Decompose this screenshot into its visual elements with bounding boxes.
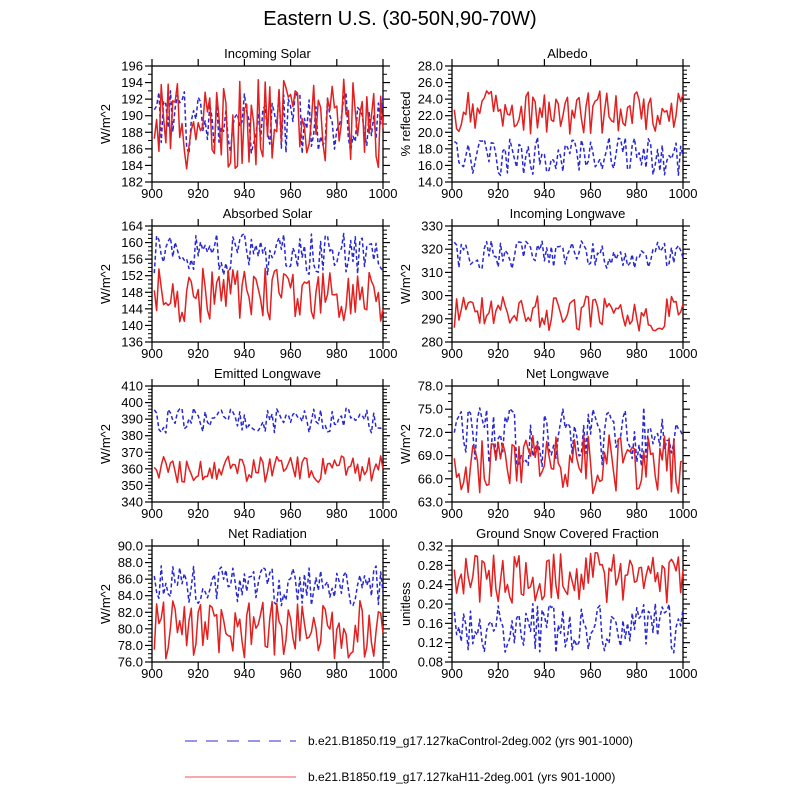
y-axis-label: W/m^2 — [98, 583, 113, 625]
y-tick-label: 196 — [121, 58, 143, 74]
x-tick-label: 980 — [325, 186, 348, 201]
y-tick-label: 75.0 — [417, 401, 443, 417]
x-tick-label: 920 — [487, 346, 510, 361]
y-tick-label: 76.0 — [117, 654, 143, 670]
x-tick-label: 920 — [487, 666, 510, 681]
legend-item — [183, 768, 633, 786]
y-tick-label: 0.12 — [417, 635, 443, 651]
x-tick-label: 960 — [579, 186, 602, 201]
y-tick-label: 156 — [121, 251, 143, 267]
x-tick-label: 1000 — [668, 186, 698, 201]
y-tick-label: 84.0 — [117, 588, 143, 604]
x-tick-label: 960 — [579, 506, 602, 521]
x-tick-label: 940 — [233, 666, 256, 681]
plot-frame — [452, 546, 683, 662]
y-tick-label: 28.0 — [417, 58, 443, 74]
y-axis-label: W/m^2 — [398, 263, 413, 305]
x-tick-label: 960 — [579, 666, 602, 681]
series-line-h11 — [154, 79, 383, 168]
y-tick-label: 136 — [121, 334, 143, 350]
y-tick-label: 0.24 — [417, 577, 443, 593]
series-line-h11 — [154, 456, 383, 483]
x-tick-label: 900 — [441, 186, 463, 201]
y-axis-label: W/m^2 — [398, 423, 413, 465]
y-tick-label: 192 — [121, 91, 143, 107]
series-line-control — [154, 408, 383, 433]
y-tick-label: 320 — [421, 241, 443, 257]
y-tick-label: 330 — [421, 218, 443, 234]
x-tick-label: 980 — [325, 346, 348, 361]
chart-albedo — [400, 36, 800, 206]
plot-frame — [152, 386, 383, 502]
x-tick-label: 1000 — [368, 666, 398, 681]
x-tick-label: 980 — [325, 506, 348, 521]
y-tick-label: 90.0 — [117, 538, 143, 554]
y-tick-label: 18.0 — [417, 141, 443, 157]
series-line-h11 — [154, 601, 383, 659]
subplot-title: Incoming Longwave — [509, 206, 626, 221]
y-tick-label: 280 — [421, 334, 443, 350]
y-tick-label: 190 — [121, 108, 143, 124]
subplot-title: Albedo — [547, 46, 588, 61]
y-tick-label: 400 — [121, 395, 143, 411]
plot-frame — [452, 66, 683, 182]
x-tick-label: 940 — [533, 346, 556, 361]
series-line-control — [154, 233, 383, 274]
y-tick-label: 82.0 — [117, 604, 143, 620]
y-tick-label: 24.0 — [417, 91, 443, 107]
series-line-h11 — [154, 268, 383, 322]
x-tick-label: 1000 — [668, 666, 698, 681]
y-tick-label: 22.0 — [417, 108, 443, 124]
x-tick-label: 940 — [233, 506, 256, 521]
y-tick-label: 0.28 — [417, 557, 443, 573]
chart-incoming-solar — [0, 36, 400, 206]
y-tick-label: 0.20 — [417, 596, 443, 612]
y-tick-label: 20.0 — [417, 124, 443, 140]
y-axis-label: W/m^2 — [98, 423, 113, 465]
y-tick-label: 144 — [121, 301, 143, 317]
y-tick-label: 69.0 — [417, 448, 443, 464]
x-tick-label: 920 — [487, 186, 510, 201]
y-tick-label: 184 — [121, 157, 143, 173]
x-tick-label: 980 — [625, 666, 648, 681]
y-tick-label: 340 — [121, 494, 143, 510]
x-tick-label: 1000 — [368, 186, 398, 201]
y-tick-label: 300 — [421, 288, 443, 304]
x-tick-label: 900 — [441, 666, 463, 681]
y-tick-label: 186 — [121, 141, 143, 157]
y-tick-label: 72.0 — [417, 424, 443, 440]
x-tick-label: 920 — [187, 506, 210, 521]
chart-net-radiation — [0, 516, 400, 686]
chart-incoming-longwave — [400, 196, 800, 366]
y-tick-label: 310 — [421, 264, 443, 280]
y-tick-label: 160 — [121, 235, 143, 251]
y-tick-label: 14.0 — [417, 174, 443, 190]
chart-net-longwave — [400, 356, 800, 526]
y-tick-label: 0.08 — [417, 654, 443, 670]
legend-item-label: b.e21.B1850.f19_g17.127kaControl-2deg.002 (yrs 901-1000) — [308, 734, 633, 748]
x-tick-label: 980 — [625, 186, 648, 201]
y-tick-label: 390 — [121, 411, 143, 427]
x-tick-label: 900 — [141, 186, 163, 201]
chart-emitted-longwave — [0, 356, 400, 526]
legend-item-label: b.e21.B1850.f19_g17.127kaH11-2deg.001 (yrs 901-1000) — [308, 770, 616, 784]
y-tick-label: 152 — [121, 268, 143, 284]
x-tick-label: 940 — [233, 346, 256, 361]
y-tick-label: 410 — [121, 378, 143, 394]
x-tick-label: 900 — [141, 506, 163, 521]
y-tick-label: 80.0 — [117, 621, 143, 637]
series-line-h11 — [454, 296, 683, 331]
y-axis-label: % reflected — [398, 91, 413, 157]
subplot-title: Ground Snow Covered Fraction — [476, 526, 659, 541]
y-tick-label: 26.0 — [417, 75, 443, 91]
x-tick-label: 920 — [187, 346, 210, 361]
y-tick-label: 16.0 — [417, 157, 443, 173]
x-tick-label: 980 — [325, 666, 348, 681]
y-tick-label: 194 — [121, 75, 143, 91]
series-line-h11 — [454, 91, 683, 134]
y-tick-label: 63.0 — [417, 494, 443, 510]
x-tick-label: 1000 — [368, 346, 398, 361]
series-line-h11 — [454, 435, 683, 494]
x-tick-label: 920 — [187, 186, 210, 201]
x-tick-label: 1000 — [668, 506, 698, 521]
y-tick-label: 370 — [121, 444, 143, 460]
y-tick-label: 78.0 — [417, 378, 443, 394]
y-tick-label: 164 — [121, 218, 143, 234]
x-tick-label: 900 — [441, 346, 463, 361]
y-axis-label: W/m^2 — [98, 263, 113, 305]
x-tick-label: 960 — [279, 186, 302, 201]
y-tick-label: 380 — [121, 428, 143, 444]
chart-absorbed-solar — [0, 196, 400, 366]
y-tick-label: 66.0 — [417, 471, 443, 487]
series-line-control — [154, 566, 383, 606]
y-axis-label: W/m^2 — [98, 103, 113, 145]
x-tick-label: 960 — [279, 666, 302, 681]
x-tick-label: 920 — [187, 666, 210, 681]
y-tick-label: 350 — [121, 477, 143, 493]
subplot-title: Net Longwave — [525, 366, 610, 381]
y-tick-label: 290 — [421, 311, 443, 327]
legend-item — [183, 732, 633, 750]
x-tick-label: 1000 — [668, 346, 698, 361]
y-tick-label: 0.32 — [417, 538, 443, 554]
y-tick-label: 78.0 — [117, 637, 143, 653]
x-tick-label: 900 — [141, 666, 163, 681]
series-line-h11 — [454, 553, 683, 603]
x-tick-label: 900 — [141, 346, 163, 361]
subplot-title: Absorbed Solar — [222, 206, 313, 221]
x-tick-label: 940 — [233, 186, 256, 201]
y-tick-label: 140 — [121, 317, 143, 333]
x-tick-label: 940 — [533, 186, 556, 201]
legend-line-solid — [183, 774, 298, 780]
x-tick-label: 960 — [279, 346, 302, 361]
legend — [183, 732, 633, 800]
subplot-title: Incoming Solar — [224, 46, 311, 61]
series-line-control — [454, 604, 683, 653]
x-tick-label: 920 — [487, 506, 510, 521]
y-tick-label: 360 — [121, 461, 143, 477]
y-tick-label: 0.16 — [417, 615, 443, 631]
x-tick-label: 900 — [441, 506, 463, 521]
x-tick-label: 1000 — [368, 506, 398, 521]
x-tick-label: 980 — [625, 506, 648, 521]
y-tick-label: 188 — [121, 124, 143, 140]
subplot-title: Net Radiation — [228, 526, 307, 541]
x-tick-label: 960 — [279, 506, 302, 521]
series-line-control — [454, 241, 683, 269]
subplot-title: Emitted Longwave — [214, 366, 321, 381]
x-tick-label: 980 — [625, 346, 648, 361]
y-axis-label: unitless — [398, 581, 413, 627]
x-tick-label: 940 — [533, 666, 556, 681]
y-tick-label: 86.0 — [117, 571, 143, 587]
x-tick-label: 940 — [533, 506, 556, 521]
y-tick-label: 148 — [121, 284, 143, 300]
y-tick-label: 182 — [121, 174, 143, 190]
series-line-control — [454, 137, 683, 175]
chart-ground-snow-covered-fraction — [400, 516, 800, 686]
x-tick-label: 960 — [579, 346, 602, 361]
y-tick-label: 88.0 — [117, 555, 143, 571]
legend-line-dashed — [183, 738, 298, 744]
series-line-control — [454, 408, 683, 467]
figure-title: Eastern U.S. (30-50N,90-70W) — [263, 8, 537, 30]
